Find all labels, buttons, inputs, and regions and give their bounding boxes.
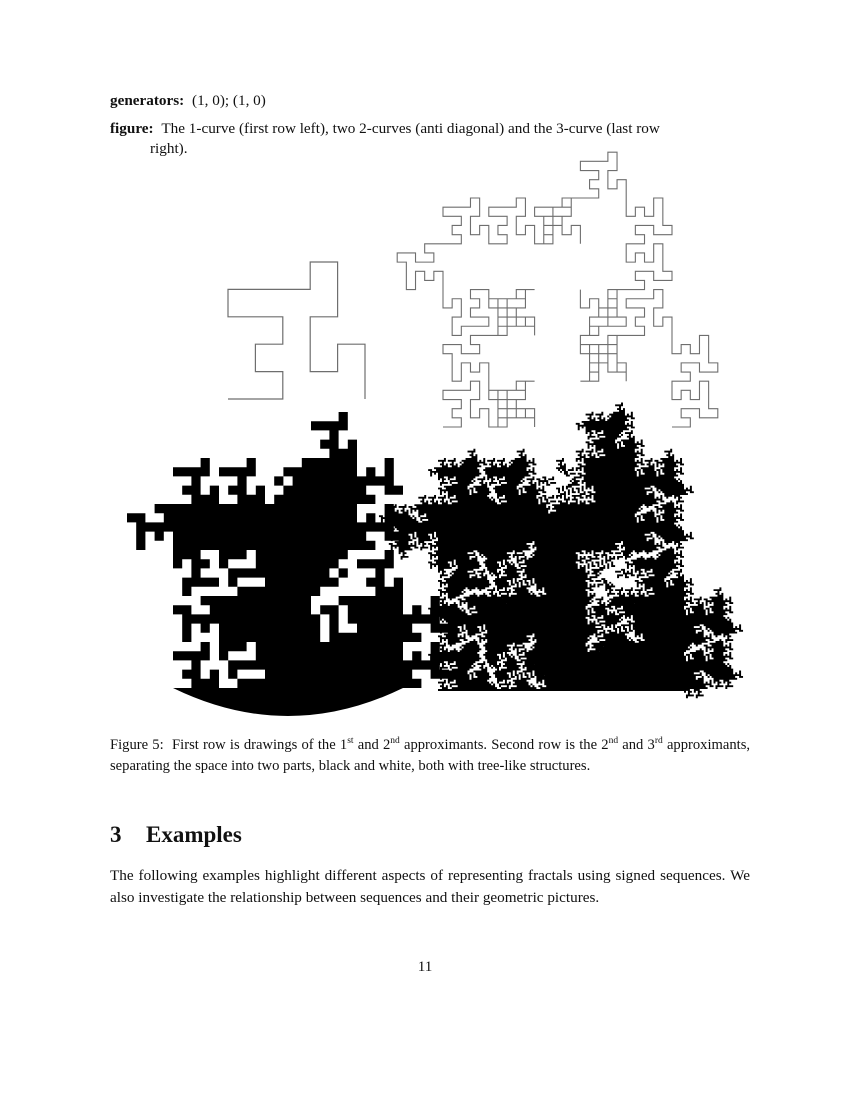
generators-entry — [110, 91, 266, 111]
section-title: Examples — [146, 822, 242, 847]
superscript: nd — [608, 736, 619, 747]
fractal-2-curve — [443, 198, 672, 427]
curve-path — [228, 262, 365, 399]
fractal-1-curve — [228, 262, 365, 399]
section-heading — [110, 822, 242, 848]
caption-text: and 3 — [618, 737, 655, 753]
superscript: nd — [390, 736, 400, 747]
section-number: 3 — [110, 822, 122, 847]
figure-description-cont: right). — [150, 140, 188, 157]
body-paragraph: The following examples highlight different aspects of representing fractals using signed sequences. We also investigate the relationship between sequences and their geometric pictures. — [110, 867, 750, 906]
figure-entry — [110, 119, 750, 139]
fractal-2-curve-filled — [173, 458, 403, 716]
superscript: rd — [654, 736, 663, 747]
page-number: 11 — [417, 958, 433, 975]
generators-label: generators: — [110, 92, 185, 109]
figure-label: figure: — [110, 120, 154, 137]
filled-curve-path — [127, 412, 449, 716]
caption-prefix: Figure 5: — [110, 737, 164, 753]
figure-caption — [110, 735, 750, 777]
caption-text: First row is drawings of the 1 — [172, 737, 348, 753]
fractal-3-curve-filled — [438, 458, 684, 691]
generators-value: (1, 0); (1, 0) — [192, 92, 266, 109]
caption-text: and 2 — [353, 737, 391, 753]
curve-path — [397, 152, 718, 427]
caption-text: approximants. Second row is the 2 — [399, 737, 609, 753]
superscript: st — [347, 736, 354, 747]
figure-description: The 1-curve (first row left), two 2-curves (anti diagonal) and the 3-curve (last row — [161, 120, 660, 137]
caption-text: approximants, separating the space into two parts, black and white, both with tree-like structures. — [110, 737, 751, 774]
